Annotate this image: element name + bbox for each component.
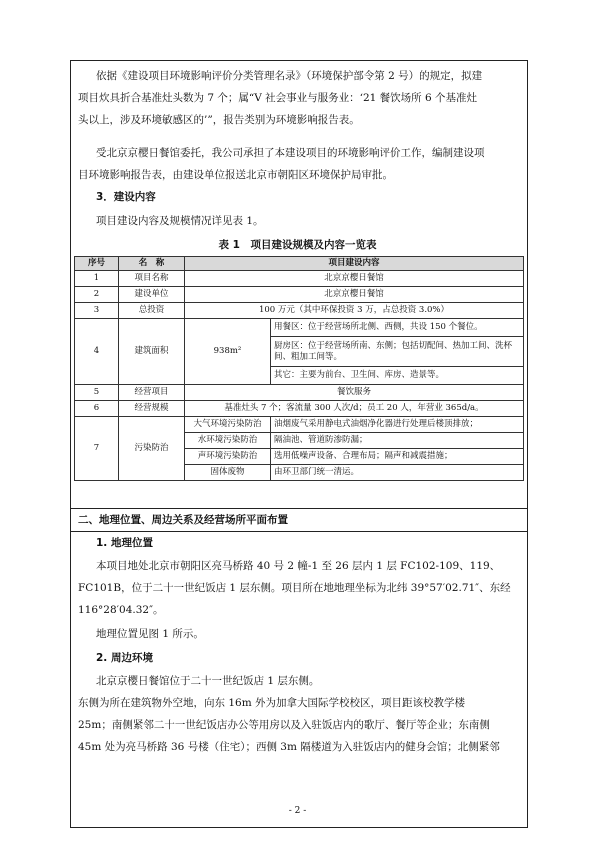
table-row [75, 287, 524, 303]
cell-no: 7 [75, 417, 119, 481]
table-row [75, 417, 524, 433]
table-row [75, 319, 524, 337]
cell-pollution-type: 声环境污染防治 [185, 449, 271, 465]
cell-no: 3 [75, 303, 119, 319]
cell-area: 938m² [185, 319, 271, 385]
header-name: 名 称 [119, 257, 185, 271]
cell-no: 4 [75, 319, 119, 385]
env-line4: 45m 处为亮马桥路 36 号楼（住宅）；西侧 3m 隔楼道为入驻饭店内的健身会馆；北侧紧邻 [78, 741, 500, 753]
header-no: 序号 [75, 257, 119, 271]
construction-table [74, 256, 524, 481]
para1-line3: 头以上，涉及环境敏感区的’”，报告类别为环境影响报告表。 [78, 114, 360, 126]
cell-pollution-measure: 由环卫部门统一清运。 [271, 465, 524, 481]
cell-name: 项目名称 [119, 271, 185, 287]
table-title: 表 1 项目建设规模及内容一览表 [218, 239, 377, 251]
page-number: - 2 - [288, 806, 307, 816]
cell-kitchen-area: 厨房区：位于经营场所南、东侧；包括切配间、热加工间、洗杯间、粗加工间等。 [271, 337, 524, 367]
para2-line2: 目环境影响报告表，由建设单位报送北京市朝阳区环境保护局审批。 [78, 169, 393, 181]
env-line3: 25m；南侧紧邻二十一世纪饭店办公等用房以及入驻饭店内的歌厅、餐厅等企业；东南侧 [78, 719, 490, 731]
cell-content: 基准灶头 7 个；客流量 300 人次/d；员工 20 人，年营业 365d/a。 [185, 401, 524, 417]
geo-line1: 本项目地处北京市朝阳区亮马桥路 40 号 2 幢-1 至 26 层内 1 层 FC102-109、119、 [96, 560, 501, 572]
cell-name: 经营规模 [119, 401, 185, 417]
cell-name: 总投资 [119, 303, 185, 319]
para1-line1: 依据《建设项目环境影响评价分类管理名录》（环境保护部令第 2 号）的规定，拟建 [96, 70, 483, 82]
env-line1: 北京京樱日餐馆位于二十一世纪饭店 1 层东侧。 [96, 675, 320, 687]
section-divider [70, 508, 528, 509]
cell-other-area: 其它：主要为前台、卫生间、库房、造景等。 [271, 367, 524, 385]
env-line2: 东侧为所在建筑物外空地，向东 16m 外为加拿大国际学校校区，项目距该校教学楼 [78, 697, 465, 709]
geo-line2: FC101B，位于二十一世纪饭店 1 层东侧。项目所在地地理坐标为北纬 39°57′02.71″、东经 [78, 582, 511, 594]
heading-geo: 1. 地理位置 [96, 537, 153, 549]
table-row [75, 271, 524, 287]
cell-pollution-type: 水环境污染防治 [185, 433, 271, 449]
header-content: 项目建设内容 [185, 257, 524, 271]
para2-line1: 受北京京樱日餐馆委托，我公司承担了本建设项目的环境影响评价工作，编制建设项 [96, 147, 485, 159]
section-divider [70, 531, 528, 532]
cell-name: 污染防治 [119, 417, 185, 481]
table-row [75, 303, 524, 319]
section2-title: 二、地理位置、周边关系及经营场所平面布置 [78, 514, 288, 526]
para1-line2: 项目炊具折合基准灶头数为 7 个；属“V 社会事业与服务业：‘21 餐饮场所 6 个基准灶 [78, 92, 478, 104]
cell-content: 100 万元（其中环保投资 3 万，占总投资 3.0%） [185, 303, 524, 319]
cell-pollution-measure: 选用低噪声设备、合理布局；隔声和减震措施； [271, 449, 524, 465]
cell-name: 建设单位 [119, 287, 185, 303]
geo-line3: 116°28′04.32″。 [78, 604, 164, 616]
cell-content: 北京京樱日餐馆 [185, 287, 524, 303]
cell-no: 2 [75, 287, 119, 303]
cell-content: 北京京樱日餐馆 [185, 271, 524, 287]
cell-pollution-type: 固体废物 [185, 465, 271, 481]
table-header-row [75, 257, 524, 271]
table-row [75, 385, 524, 401]
cell-pollution-type: 大气环境污染防治 [185, 417, 271, 433]
cell-no: 5 [75, 385, 119, 401]
geo-figure-ref: 地理位置见图 1 所示。 [96, 628, 204, 640]
cell-name: 经营项目 [119, 385, 185, 401]
cell-dining-area: 用餐区：位于经营场所北侧、西侧，共设 150 个餐位。 [271, 319, 524, 337]
heading-env: 2. 周边环境 [96, 652, 153, 664]
para3: 项目建设内容及规模情况详见表 1。 [96, 215, 264, 227]
cell-no: 1 [75, 271, 119, 287]
cell-pollution-measure: 油烟废气采用静电式油烟净化器进行处理后楼顶排放； [271, 417, 524, 433]
heading-construction: 3．建设内容 [96, 191, 156, 203]
cell-pollution-measure: 隔油池、管道防渗防漏； [271, 433, 524, 449]
cell-name: 建筑面积 [119, 319, 185, 385]
cell-no: 6 [75, 401, 119, 417]
cell-content: 餐饮服务 [185, 385, 524, 401]
table-row [75, 401, 524, 417]
